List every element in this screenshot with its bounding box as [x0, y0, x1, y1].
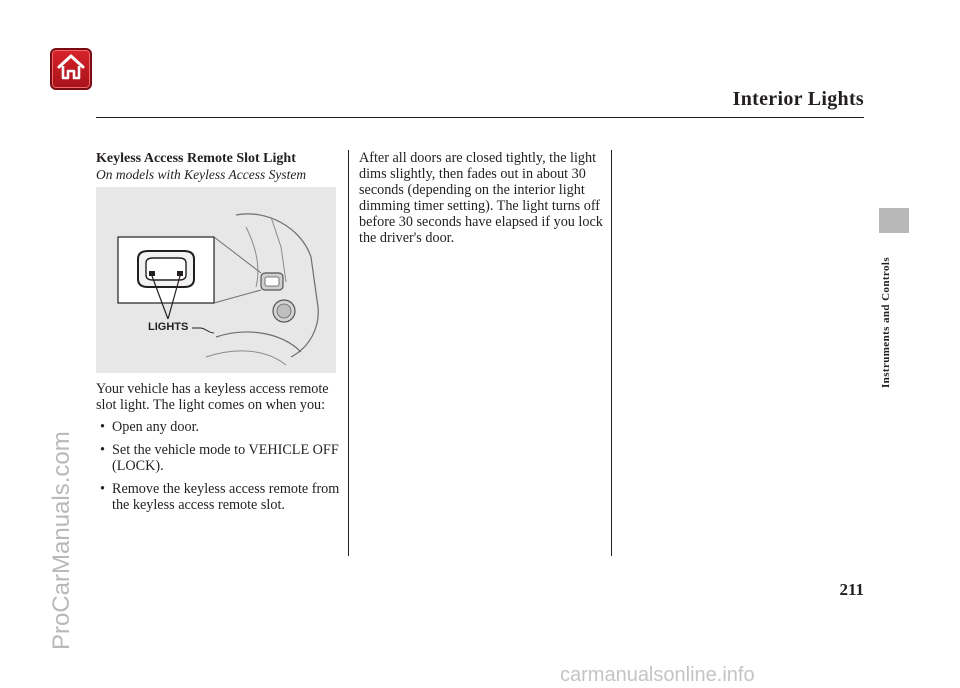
list-item — [96, 419, 342, 435]
middle-column — [359, 150, 605, 246]
bottom-watermark: carmanualsonline.info — [560, 664, 755, 686]
list-item — [96, 442, 342, 474]
bullet-icon: • — [100, 442, 105, 458]
intro-paragraph: Your vehicle has a keyless access remote slot light. The light comes on when you: — [96, 381, 329, 413]
page-number: 211 — [839, 580, 864, 599]
section-subheading: On models with Keyless Access System — [96, 167, 307, 182]
continuation-paragraph: After all doors are closed tightly, the light dims slightly, then fades out in about 30 seconds (depending on the interior light dimming timer setting). The light turns off before 30 seconds have elapsed if you lock the driver's door. — [359, 150, 603, 246]
home-button[interactable] — [50, 48, 92, 90]
left-column — [96, 150, 342, 520]
list-item-text: Open any door. — [112, 419, 200, 435]
title-divider — [96, 117, 864, 118]
list-item — [96, 481, 342, 513]
page-title: Interior Lights — [732, 88, 864, 110]
column-divider — [348, 150, 349, 556]
dashboard-drawing — [96, 187, 336, 373]
lights-callout-label: LIGHTS — [148, 321, 189, 333]
section-heading: Keyless Access Remote Slot Light — [96, 151, 296, 166]
section-tab[interactable] — [879, 208, 909, 233]
list-item-text: Remove the keyless access remote from the keyless access remote slot. — [112, 481, 340, 513]
column-divider — [611, 150, 612, 556]
bullet-icon: • — [100, 481, 105, 497]
home-icon — [57, 54, 85, 85]
bullet-icon: • — [100, 419, 105, 435]
list-item-text: Set the vehicle mode to VEHICLE OFF (LOCK). — [112, 442, 339, 474]
keyless-slot-illustration — [96, 187, 336, 373]
condition-list — [96, 419, 342, 513]
side-watermark: ProCarManuals.com — [48, 431, 75, 650]
section-tab-label: Instruments and Controls — [880, 256, 892, 388]
